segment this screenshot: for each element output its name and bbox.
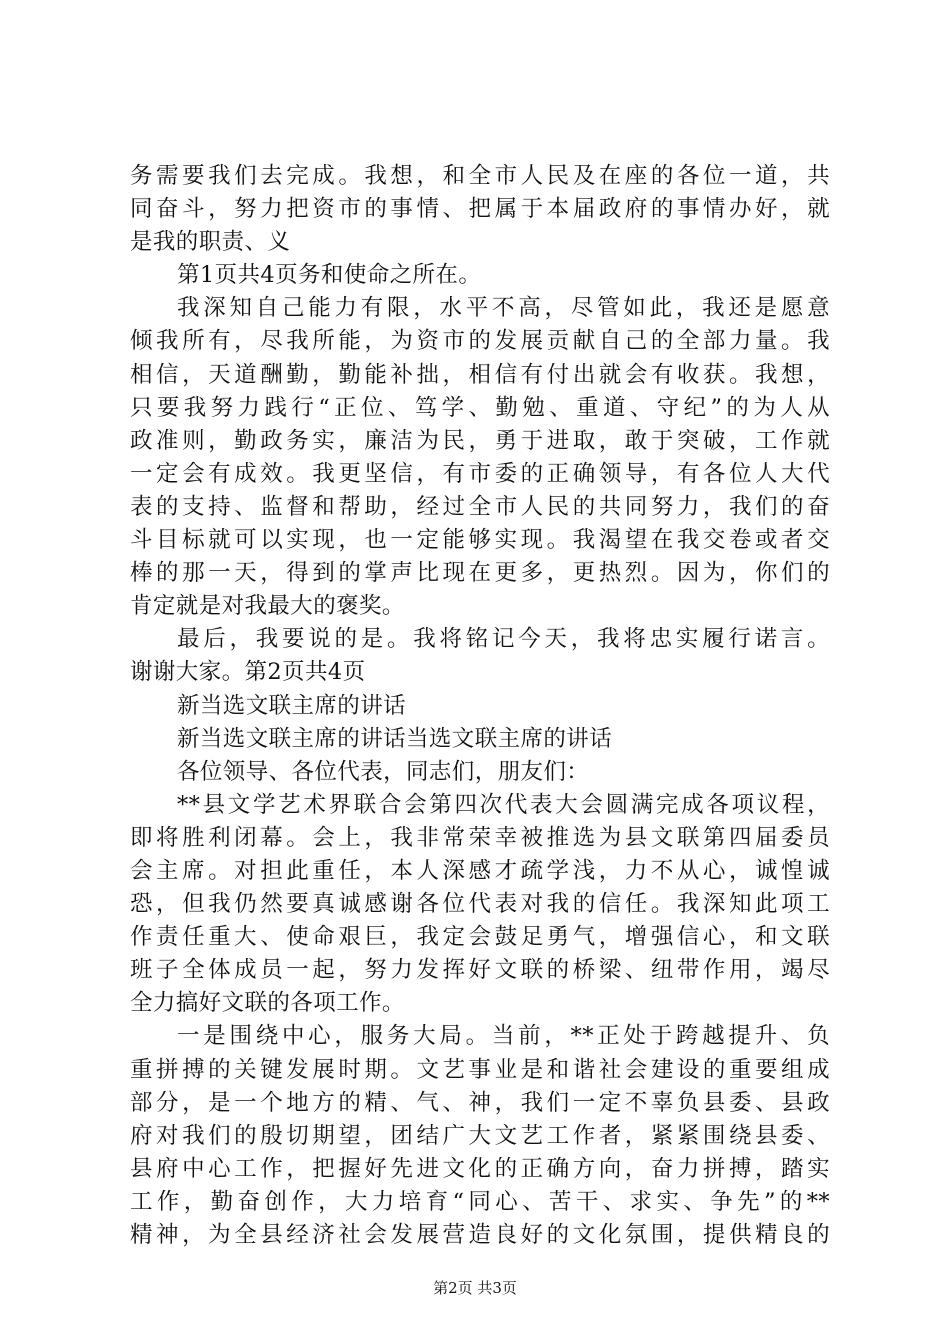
text-line: 政准则，勤政务实，廉洁为民，勇于进取，敢于突破，工作就 [130,427,830,454]
text-line: 一定会有成效。我更坚信，有市委的正确领导，有各位人大代 [130,460,830,487]
text-line: 谢谢大家。第2页共4页 [130,659,366,686]
text-line: 即将胜利闭幕。会上，我非常荣幸被推选为县文联第四届委员 [130,824,830,851]
text-line: 同奋斗，努力把资市的事情、把属于本届政府的事情办好，就 [130,196,830,223]
text-line: 务需要我们去完成。我想，和全市人民及在座的各位一道，共 [130,163,830,189]
text-line: 是我的职责、义 [130,229,291,256]
text-line: 作责任重大、使命艰巨，我定会鼓足勇气，增强信心，和文联 [130,924,830,951]
text-line: 部分，是一个地方的精、气、神，我们一定不辜负县委、县政 [130,1089,830,1116]
text-line: 工作，勤奋创作，大力培育“同心、苦干、求实、争先”的** [130,1188,830,1215]
text-line: 县府中心工作，把握好先进文化的正确方向，奋力拼搏，踏实 [130,1155,830,1182]
text-line: 只要我努力践行“正位、笃学、勤勉、重道、守纪”的为人从 [130,394,830,421]
text-line: 肯定就是对我最大的褒奖。 [130,593,405,620]
text-line: 表的支持、监督和帮助，经过全市人民的共同努力，我们的奋 [130,493,830,520]
document-body [130,160,830,1252]
text-line: 府对我们的殷切期望，团结广大文艺工作者，紧紧围绕县委、 [130,1122,830,1149]
text-line: 第1页共4页务和使命之所在。 [177,262,482,289]
text-line: 棒的那一天，得到的掌声比现在更多，更热烈。因为，你们的 [130,560,830,587]
text-line: 倾我所有，尽我所能，为资市的发展贡献自己的全部力量。我 [130,328,830,355]
text-line: **县文学艺术界联合会第四次代表大会圆满完成各项议程， [177,791,830,818]
text-line: 我深知自己能力有限，水平不高，尽管如此，我还是愿意 [177,295,830,322]
text-line: 各位领导、各位代表，同志们，朋友们： [177,758,590,785]
text-line: 精神，为全县经济社会发展营造良好的文化氛围，提供精良的 [130,1222,830,1248]
text-line: 新当选文联主席的讲话当选文联主席的讲话 [177,725,613,752]
text-line: 新当选文联主席的讲话 [177,692,407,719]
text-line: 班子全体成员一起，努力发挥好文联的桥梁、纽带作用，竭尽 [130,957,830,984]
text-line: 斗目标就可以实现，也一定能够实现。我渴望在我交卷或者交 [130,527,830,554]
text-line: 恐，但我仍然要真诚感谢各位代表对我的信任。我深知此项工 [130,891,830,918]
text-line: 最后，我要说的是。我将铭记今天，我将忠实履行诺言。 [177,626,830,653]
page-footer: 第2页 共3页 [433,1279,517,1297]
text-line: 全力搞好文联的各项工作。 [130,990,405,1017]
text-line: 相信，天道酬勤，勤能补拙，相信有付出就会有收获。我想， [130,361,830,388]
text-line: 一是围绕中心，服务大局。当前，**正处于跨越提升、负 [177,1023,830,1050]
text-line: 重拼搏的关键发展时期。文艺事业是和谐社会建设的重要组成 [130,1056,830,1083]
text-line: 会主席。对担此重任，本人深感才疏学浅，力不从心，诚惶诚 [130,857,830,884]
